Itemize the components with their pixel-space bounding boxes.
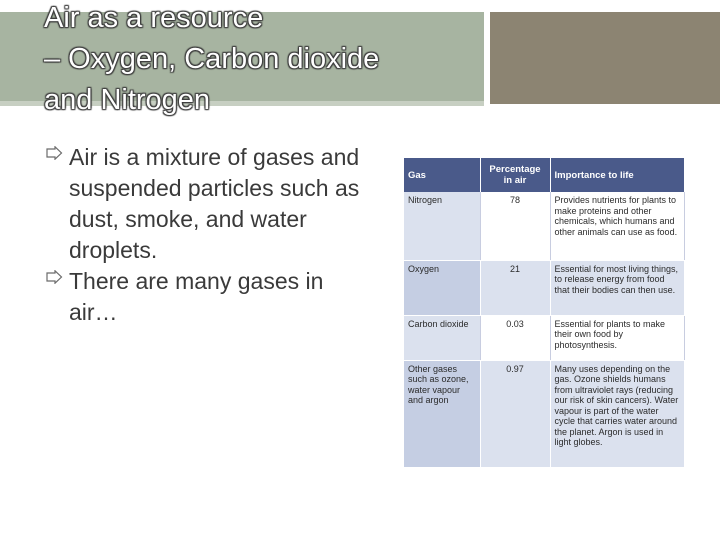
title-line-1: Air as a resource (44, 2, 264, 34)
table-row (404, 360, 684, 468)
cell-percentage: 21 (480, 260, 550, 315)
cell-gas: Oxygen (404, 260, 480, 315)
cell-percentage: 0.97 (480, 360, 550, 468)
cell-importance: Provides nutrients for plants to make proteins and other chemicals, which humans and other animals can use as food. (550, 192, 684, 260)
accent-band (490, 12, 720, 104)
slide-title (44, 0, 474, 121)
bullet-text: Air is a mixture of gases and suspended particles such as dust, smoke, and water droplets. (69, 144, 360, 263)
table-row (404, 192, 684, 260)
cell-importance: Essential for plants to make their own food by photosynthesis. (550, 315, 684, 360)
cell-percentage: 78 (480, 192, 550, 260)
header-percentage: Percentage in air (480, 158, 550, 192)
cell-importance: Essential for most living things, to release energy from food that their bodies can then use. (550, 260, 684, 315)
gas-table (404, 158, 685, 468)
cell-gas: Other gases such as ozone, water vapour and argon (404, 360, 480, 468)
header-importance: Importance to life (550, 158, 684, 192)
bullet-text: There are many gases in air… (69, 268, 324, 325)
cell-gas: Nitrogen (404, 192, 480, 260)
title-line-3: and Nitrogen (44, 84, 211, 116)
title-line-2: – Oxygen, Carbon dioxide (44, 43, 380, 75)
bullet-list (44, 142, 374, 328)
cell-gas: Carbon dioxide (404, 315, 480, 360)
table-header-row (404, 158, 684, 192)
bullet-item (44, 142, 374, 266)
bullet-item (44, 266, 374, 328)
cell-percentage: 0.03 (480, 315, 550, 360)
header-gas: Gas (404, 158, 480, 192)
hollow-arrow-icon (46, 270, 63, 284)
hollow-arrow-icon (46, 146, 63, 160)
cell-importance: Many uses depending on the gas. Ozone shields humans from ultraviolet rays (reducing our risk of skin cancers). Water vapour is part of the water cycle that carries water around the planet. Argon is used in light globes. (550, 360, 684, 468)
table-row (404, 260, 684, 315)
table-row (404, 315, 684, 360)
